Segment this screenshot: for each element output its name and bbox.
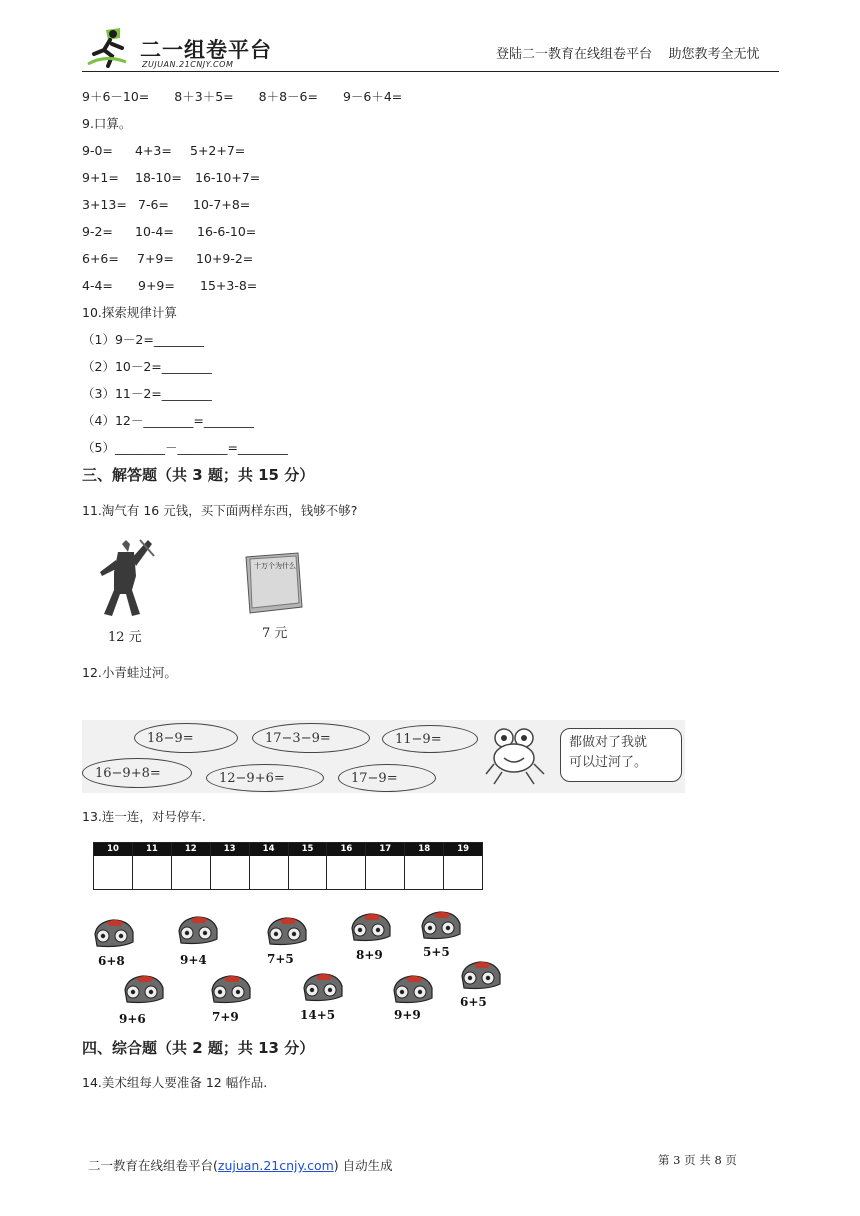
- car-item[interactable]: [264, 914, 314, 966]
- q9-cell: 15+3-8=: [200, 278, 258, 293]
- car-item[interactable]: [175, 913, 225, 965]
- bubble-line: 可以过河了。: [569, 755, 648, 770]
- q9-cell: 7+9=: [137, 251, 174, 266]
- q9-cell: 9-0=: [82, 143, 113, 158]
- lily-pad-ellipse: 11−9=: [382, 725, 478, 753]
- header-slogan: 登陆二一教育在线组卷平台 助您教考全无忧: [496, 47, 760, 62]
- q9-cell: 16-10+7=: [195, 170, 261, 185]
- section-4-heading: 四、综合题（共 2 题；共 13 分）: [82, 1039, 315, 1057]
- slot-number: 19: [444, 843, 482, 856]
- slot-number: 11: [133, 843, 171, 856]
- q10-item: （1）9－2=________: [82, 332, 204, 347]
- lily-pad-ellipse: 16−9+8=: [82, 758, 192, 788]
- frog-river-figure: [82, 720, 685, 793]
- car-label: 7+5: [267, 952, 294, 966]
- parking-slot[interactable]: [366, 843, 405, 889]
- car-icon: [121, 972, 165, 1006]
- car-icon: [348, 910, 392, 944]
- car-icon: [300, 970, 344, 1004]
- q12-title: 12.小青蛙过河。: [82, 665, 177, 680]
- car-icon: [264, 914, 308, 948]
- q9-cell: 6+6=: [82, 251, 119, 266]
- footer-prefix: 二一教育在线组卷平台(: [88, 1158, 218, 1173]
- parking-slot[interactable]: [250, 843, 289, 889]
- q9-title: 9.口算。: [82, 116, 132, 131]
- lily-pad-ellipse: 17−9=: [338, 764, 436, 792]
- frog-speech-bubble: [560, 728, 682, 782]
- q9-cell: 18-10=: [135, 170, 182, 185]
- car-item[interactable]: [458, 958, 508, 1014]
- section-3-heading: 三、解答题（共 3 题；共 15 分）: [82, 466, 315, 484]
- header-divider: [82, 71, 779, 72]
- car-label: 8+9: [356, 948, 383, 962]
- car-icon: [458, 958, 502, 992]
- car-item[interactable]: [300, 970, 350, 1026]
- q9-cell: 3+13=: [82, 197, 127, 212]
- car-label: 9+4: [180, 953, 207, 967]
- q9-cell: 9+1=: [82, 170, 119, 185]
- car-icon: [91, 916, 135, 950]
- car-label: 6+5: [460, 995, 487, 1009]
- parking-slot[interactable]: [94, 843, 133, 889]
- toy-price: 12 元: [108, 630, 142, 645]
- book-price: 7 元: [262, 626, 288, 641]
- car-item[interactable]: [348, 910, 398, 962]
- q9-cell: 10-7+8=: [193, 197, 251, 212]
- q10-item: （4）12－________=________: [82, 413, 254, 428]
- logo-text: 二一组卷平台: [140, 38, 272, 62]
- car-icon: [208, 972, 252, 1006]
- q10-title: 10.探索规律计算: [82, 305, 177, 320]
- q9-cell: 5+2+7=: [190, 143, 246, 158]
- q9-cell: 10-4=: [135, 224, 174, 239]
- q10-item: （5）________－________=________: [82, 440, 288, 455]
- slot-number: 13: [211, 843, 249, 856]
- parking-slot[interactable]: [327, 843, 366, 889]
- lily-pad-ellipse: 17−3−9=: [252, 723, 370, 753]
- bubble-line: 都做对了我就: [569, 735, 648, 750]
- book-image: [242, 551, 304, 615]
- logo-url: ZUJUAN.21CNJY.COM: [142, 60, 234, 69]
- slot-number: 17: [366, 843, 404, 856]
- lily-pad-ellipse: 12−9+6=: [206, 764, 324, 792]
- parking-lot: [93, 842, 483, 890]
- header-logo: [86, 24, 286, 70]
- q10-item: （3）11－2=________: [82, 386, 212, 401]
- lily-pad-ellipse: 18−9=: [134, 723, 238, 753]
- car-label: 6+8: [98, 954, 125, 968]
- slot-number: 12: [172, 843, 210, 856]
- footer-link[interactable]: zujuan.21cnjy.com: [217, 1158, 334, 1173]
- car-label: 14+5: [300, 1008, 336, 1022]
- car-item[interactable]: [91, 916, 141, 968]
- q14-title: 14.美术组每人要准备 12 幅作品.: [82, 1075, 268, 1090]
- toy-figure-icon: [88, 536, 158, 624]
- car-label: 7+9: [212, 1010, 239, 1024]
- footer-source: [88, 1156, 393, 1174]
- slot-number: 10: [94, 843, 132, 856]
- q9-cell: 4-4=: [82, 278, 113, 293]
- parking-slot[interactable]: [444, 843, 482, 889]
- car-item[interactable]: [208, 972, 258, 1028]
- q9-cell: 9+9=: [138, 278, 175, 293]
- parking-slot[interactable]: [172, 843, 211, 889]
- footer-suffix: ) 自动生成: [333, 1158, 393, 1173]
- q9-cell: 7-6=: [138, 197, 169, 212]
- q13-title: 13.连一连，对号停车.: [82, 809, 206, 824]
- car-item[interactable]: [418, 908, 468, 960]
- slot-number: 15: [289, 843, 327, 856]
- car-label: 9+9: [394, 1008, 421, 1022]
- q9-cell: 9-2=: [82, 224, 113, 239]
- car-icon: [175, 913, 219, 947]
- slot-number: 18: [405, 843, 443, 856]
- q11-title: 11.淘气有 16 元钱，买下面两样东西，钱够不够?: [82, 503, 358, 518]
- q10-item: （2）10－2=________: [82, 359, 212, 374]
- slot-number: 16: [327, 843, 365, 856]
- car-label: 9+6: [119, 1012, 146, 1026]
- slot-number: 14: [250, 843, 288, 856]
- frog-icon: [484, 724, 546, 788]
- car-icon: [390, 972, 434, 1006]
- car-item[interactable]: [390, 972, 440, 1028]
- q8-line: 9＋6－10= 8＋3＋5= 8＋8－6= 9－6＋4=: [82, 89, 403, 104]
- car-item[interactable]: [121, 972, 171, 1028]
- running-man-logo-icon: [86, 24, 138, 70]
- q9-cell: 4+3=: [135, 143, 172, 158]
- page-number: 第 3 页 共 8 页: [658, 1153, 737, 1167]
- parking-slot[interactable]: [405, 843, 444, 889]
- car-icon: [418, 908, 462, 942]
- book-title: 十万个为什么: [254, 562, 296, 570]
- parking-slot[interactable]: [211, 843, 250, 889]
- q9-cell: 10+9-2=: [196, 251, 254, 266]
- parking-slot[interactable]: [289, 843, 328, 889]
- car-label: 5+5: [423, 945, 450, 959]
- q9-cell: 16-6-10=: [197, 224, 257, 239]
- parking-slot[interactable]: [133, 843, 172, 889]
